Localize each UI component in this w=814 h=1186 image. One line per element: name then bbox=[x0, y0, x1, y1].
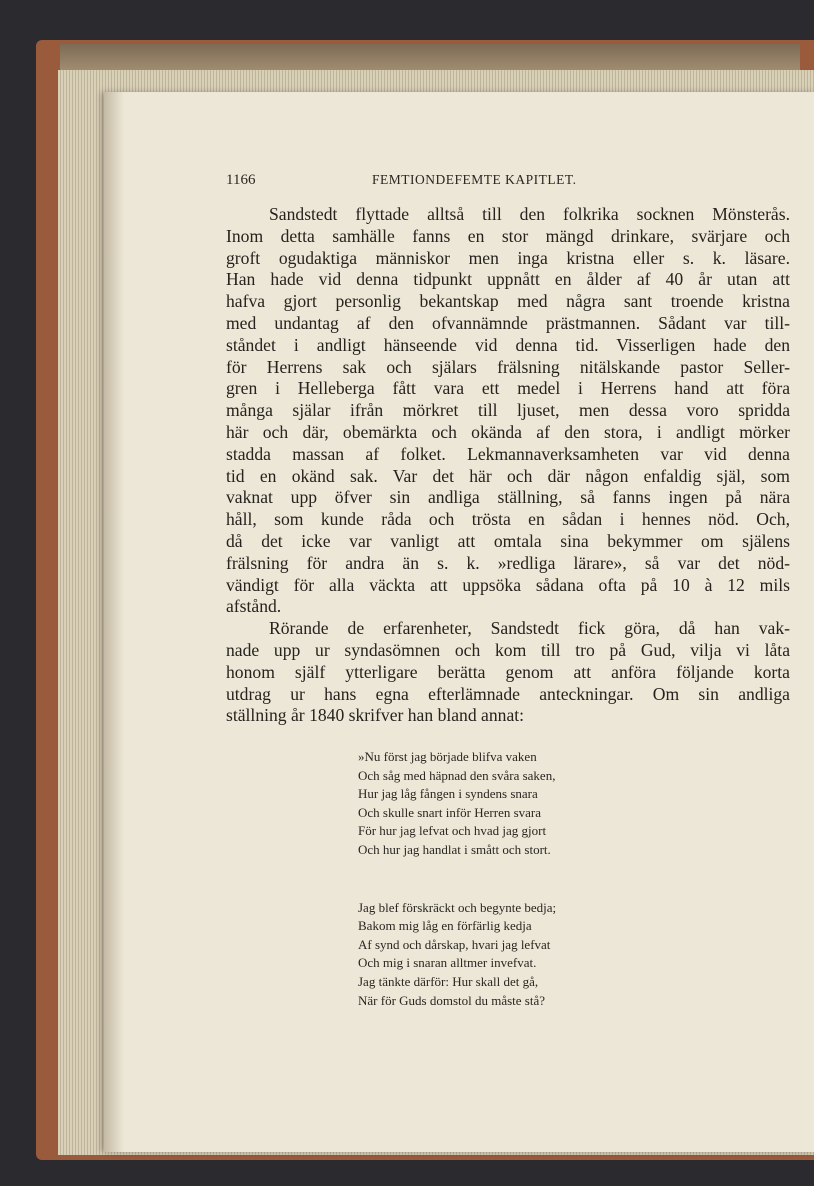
poem-line: Och mig i snaran alltmer invefvat. bbox=[358, 955, 537, 971]
text-line: hafva gjort personlig bekantskap med några sant troende kristna bbox=[226, 291, 790, 312]
poem-line: Och skulle snart inför Herren svara bbox=[358, 804, 542, 820]
poem-line: Hur jag låg fången i syndens snara bbox=[358, 786, 538, 802]
text-line: då det icke var vanligt att omtala sina bekymmer om själens bbox=[226, 530, 790, 551]
body-text bbox=[226, 204, 790, 727]
text-line: utdrag ur hans egna efterlämnade anteckningar. Om sin andliga bbox=[226, 683, 790, 704]
text-line: vaknat upp öfver sin andliga ställning, så fanns ingen på nära bbox=[226, 487, 790, 508]
text-line: groft ogudaktiga människor men inga kristna eller s. k. läsare. bbox=[226, 247, 790, 268]
text-line: här och där, obemärkta och okända af den stora, i andligt mörker bbox=[226, 421, 790, 442]
text-line: vändigt för alla väckta att uppsöka sådana ofta på 10 à 12 mils bbox=[226, 574, 790, 595]
poem-line: Bakom mig låg en förfärlig kedja bbox=[358, 918, 532, 934]
text-line: Inom detta samhälle fanns en stor mängd drinkare, svärjare och bbox=[226, 225, 790, 246]
text-line: Rörande de erfarenheter, Sandstedt fick göra, då han vak- bbox=[269, 618, 790, 639]
page-header bbox=[226, 172, 791, 192]
text-line: honom själf ytterligare berätta genom att anföra följande korta bbox=[226, 661, 790, 682]
page-number: 1166 bbox=[226, 172, 256, 188]
stanza-gap bbox=[358, 860, 556, 899]
poem-line: Jag tänkte därför: Hur skall det gå, bbox=[358, 973, 539, 989]
text-line: med undantag af den ofvannämnde prästmannen. Sådant var till- bbox=[226, 312, 790, 333]
text-line: många själar ifrån mörkret till ljuset, men dessa voro spridda bbox=[226, 400, 790, 421]
running-head: FEMTIONDEFEMTE KAPITLET. bbox=[372, 172, 577, 187]
poem-line: Och hur jag handlat i smått och stort. bbox=[358, 841, 551, 857]
text-line: Sandstedt flyttade alltså till den folkrika socknen Mönsterås. bbox=[269, 204, 790, 224]
text-line: nade upp ur syndasömnen och kom till tro på Gud, vilja vi låta bbox=[226, 639, 790, 660]
poem-line: Af synd och dårskap, hvari jag lefvat bbox=[358, 936, 551, 952]
poem bbox=[358, 748, 556, 1010]
text-line: håll, som kunde råda och trösta en sådan i hennes nöd. Och, bbox=[226, 509, 790, 530]
text-line: frälsning för andra än s. k. »redliga lärare», så var det nöd- bbox=[226, 552, 790, 573]
poem-line: För hur jag lefvat och hvad jag gjort bbox=[358, 823, 547, 839]
text-line: gren i Helleberga fått vara ett medel i Herrens hand att föra bbox=[226, 378, 790, 399]
text-line: ställning år 1840 skrifver han bland annat: bbox=[226, 705, 525, 726]
text-line: tid en okänd sak. Var det här och där någon enfaldig själ, som bbox=[226, 465, 790, 486]
text-line: afstånd. bbox=[226, 596, 282, 617]
poem-line: Och såg med häpnad den svåra saken, bbox=[358, 767, 556, 783]
poem-line: Jag blef förskräckt och begynte bedja; bbox=[358, 899, 557, 915]
text-line: ståndet i andligt hänseende vid denna tid. Visserligen hade den bbox=[226, 334, 790, 355]
text-line: för Herrens sak och själars frälsning nitälskande pastor Seller- bbox=[226, 356, 790, 377]
poem-line: »Nu först jag började blifva vaken bbox=[358, 749, 537, 764]
text-line: Han hade vid denna tidpunkt uppnått en ålder af 40 år utan att bbox=[226, 269, 790, 290]
page-gutter-shadow bbox=[104, 92, 124, 1152]
text-line: stadda massan af folket. Lekmannaverksamheten var vid denna bbox=[226, 443, 790, 464]
poem-line: När för Guds domstol du måste stå? bbox=[358, 992, 546, 1008]
